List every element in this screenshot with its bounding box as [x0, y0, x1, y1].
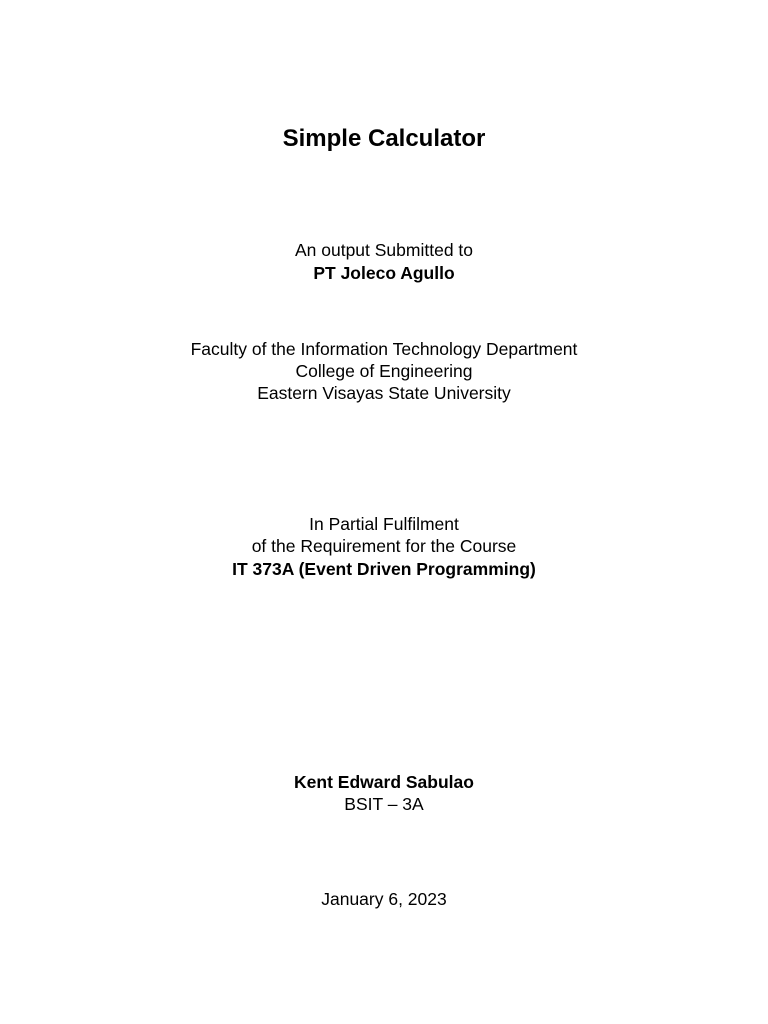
instructor-name: PT Joleco Agullo — [313, 263, 455, 283]
college-line: College of Engineering — [295, 361, 473, 381]
submission-intro: An output Submitted to — [294, 240, 474, 260]
author-name: Kent Edward Sabulao — [294, 772, 474, 792]
course-name: IT 373A (Event Driven Programming) — [232, 559, 536, 579]
document-title: Simple Calculator — [282, 125, 486, 152]
university-line: Eastern Visayas State University — [257, 383, 511, 403]
submission-date: January 6, 2023 — [321, 889, 447, 909]
requirement-line-2: of the Requirement for the Course — [251, 536, 517, 556]
author-section: BSIT – 3A — [344, 794, 424, 814]
faculty-line: Faculty of the Information Technology Department — [190, 339, 578, 359]
requirement-line-1: In Partial Fulfilment — [309, 514, 459, 534]
